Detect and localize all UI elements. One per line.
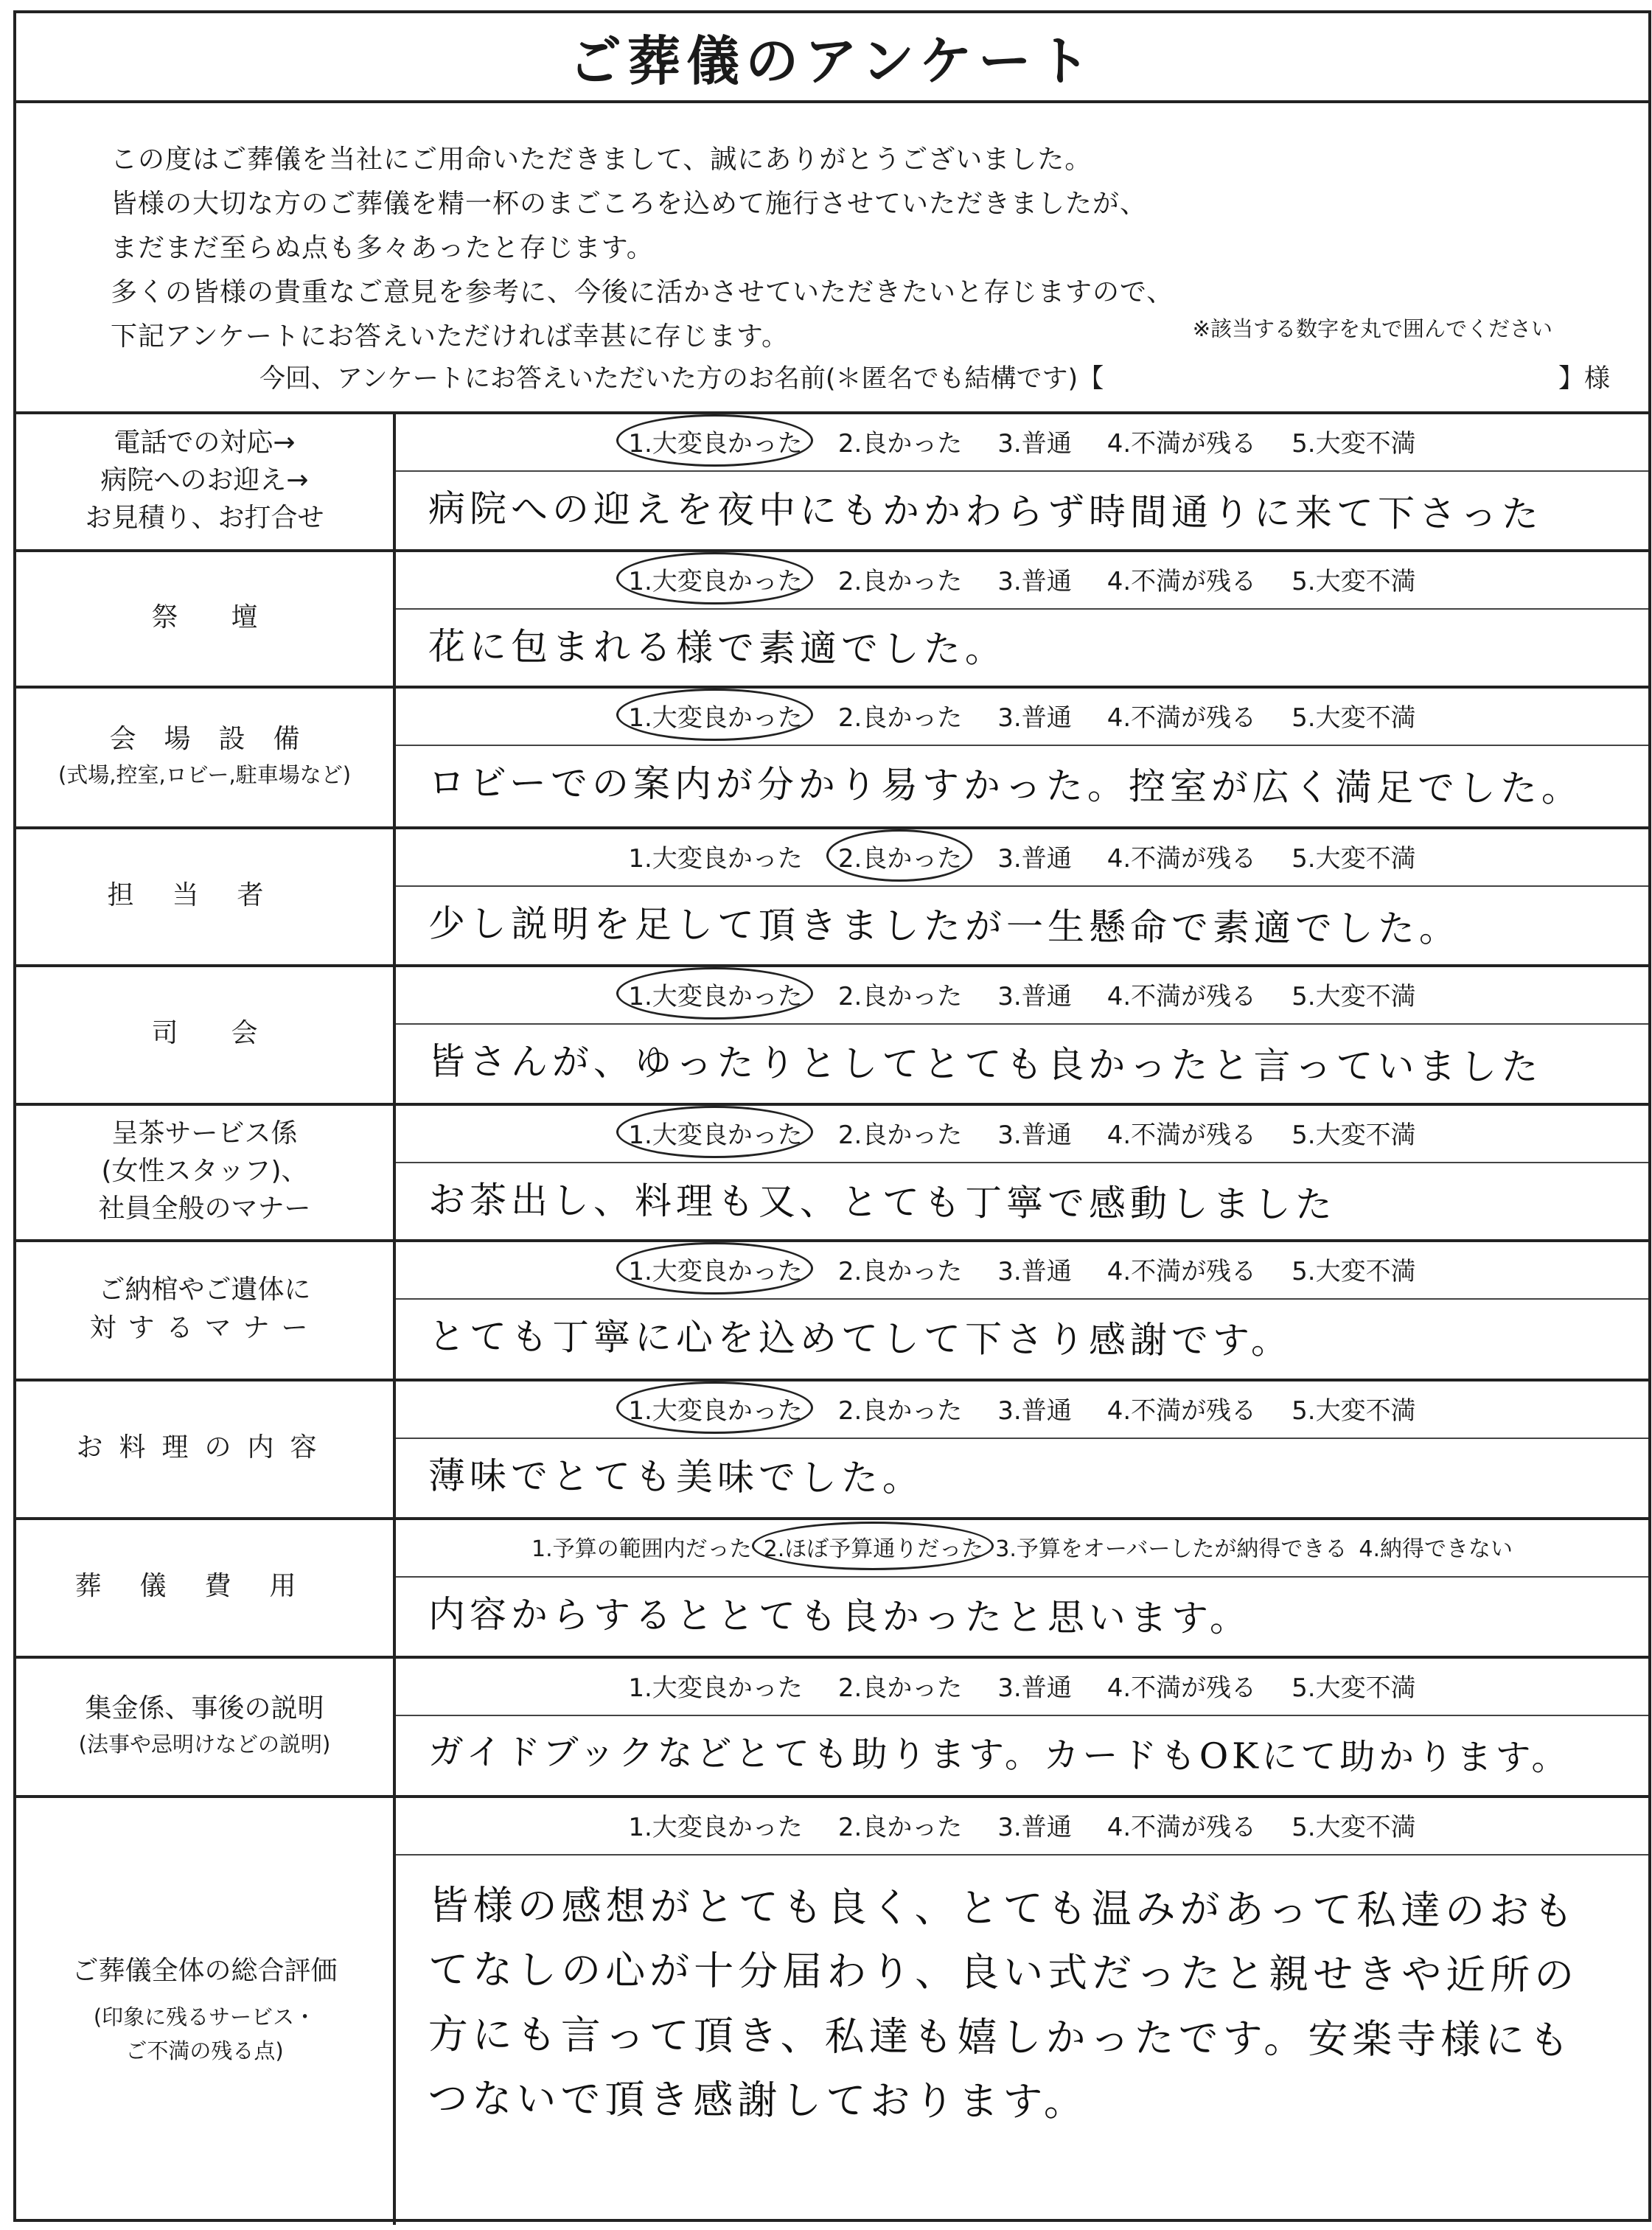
handwritten-comment: とても丁寧に心を込めてして下さり感謝です。 <box>428 1314 1293 1362</box>
question-label-text: ご納棺やご遺体に <box>98 1275 311 1306</box>
rating-option[interactable]: 5.大変不満 <box>1292 1256 1416 1286</box>
rating-option[interactable]: 4.不満が残る <box>1106 1396 1257 1426</box>
question-row <box>16 1239 1648 1381</box>
question-label <box>16 826 396 964</box>
rating-option[interactable]: 3.普通 <box>997 843 1072 874</box>
rating-options <box>396 411 1648 472</box>
rating-options <box>396 826 1648 887</box>
rating-option[interactable]: 2.良かった <box>837 1812 963 1842</box>
rating-option[interactable]: 4.不満が残る <box>1106 428 1257 459</box>
question-label-text: 呈茶サービス係 <box>111 1118 298 1149</box>
question-label-text: ご葬儀全体の総合評価 <box>72 1955 338 1986</box>
intro-line: 皆様の大切な方のご葬儀を精一杯のまごころを込めて施行させていただきましたが、 <box>111 189 1148 219</box>
answer-area <box>396 411 1648 549</box>
rating-option[interactable]: 1.予算の範囲内だった <box>532 1536 752 1562</box>
rating-options <box>396 1103 1648 1163</box>
handwritten-comment: 皆様の感想がとても良く、とても温みがあって私達のおもてなしの心が十分届わり、良い式だったと親せきや近所の方にも言って頂き、私達も嬉しかったです。安楽寺様にもつないで頂き感謝しております。 <box>428 1881 1579 2125</box>
intro-line: この度はご葬儀を当社にご用命いただきまして、誠にありがとうございました。 <box>111 144 1092 175</box>
rating-option[interactable]: 1.大変良かった <box>628 843 803 874</box>
question-row <box>16 1103 1648 1242</box>
answer-area <box>396 549 1648 686</box>
question-row <box>16 1656 1648 1798</box>
answer-area <box>396 686 1648 826</box>
intro-line: 下記アンケートにお答えいただければ幸甚に存じます。 <box>111 321 789 352</box>
rating-option[interactable]: 5.大変不満 <box>1292 843 1416 874</box>
question-label <box>16 1239 396 1379</box>
answer-area <box>396 1517 1648 1656</box>
question-label-text: 葬儀費用 <box>74 1571 335 1602</box>
rating-options <box>396 1239 1648 1300</box>
rating-option[interactable]: 3.普通 <box>997 1812 1072 1842</box>
cost-options <box>396 1517 1648 1578</box>
rating-option[interactable]: 2.良かった <box>838 838 962 874</box>
rating-option[interactable]: 2.良かった <box>837 981 963 1011</box>
answer-area <box>396 1103 1648 1239</box>
answer-area <box>396 1379 1648 1517</box>
answer-area <box>396 826 1648 964</box>
answer-area <box>396 964 1648 1103</box>
rating-option[interactable]: 5.大変不満 <box>1292 1673 1416 1703</box>
question-label-text: お料理の内容 <box>76 1432 333 1463</box>
rating-option[interactable]: 1.大変良かった <box>628 1390 802 1426</box>
rating-option[interactable]: 3.普通 <box>997 1396 1072 1426</box>
answer-area <box>396 1795 1648 2225</box>
question-row <box>16 964 1648 1106</box>
question-label-text: 社員全般のマナー <box>98 1194 311 1224</box>
rating-option[interactable]: 5.大変不満 <box>1292 428 1416 459</box>
question-label-text: 電話での対応→ <box>114 427 296 458</box>
rating-option[interactable]: 2.良かった <box>837 566 963 596</box>
handwritten-comment: 少し説明を足して頂きましたが一生懸命で素適でした。 <box>428 902 1461 951</box>
rating-option[interactable]: 5.大変不満 <box>1292 981 1416 1011</box>
rating-option[interactable]: 4.納得できない <box>1359 1536 1513 1562</box>
question-label <box>16 1379 396 1517</box>
question-row <box>16 686 1648 829</box>
rating-option[interactable]: 4.不満が残る <box>1106 1256 1257 1286</box>
rating-option[interactable]: 4.不満が残る <box>1106 703 1257 733</box>
rating-option[interactable]: 1.大変良かった <box>628 976 802 1012</box>
question-row <box>16 1379 1648 1520</box>
question-label-text: 会場設備 <box>109 723 328 754</box>
question-label-text: 対するマナー <box>89 1312 320 1343</box>
rating-option[interactable]: 4.不満が残る <box>1106 566 1257 596</box>
handwritten-comment: 薄味でとても美味でした。 <box>428 1454 924 1500</box>
question-label <box>16 549 396 686</box>
rating-option[interactable]: 1.大変良かった <box>628 561 802 597</box>
question-label-text: 祭 壇 <box>151 602 258 633</box>
rating-option[interactable]: 2.良かった <box>837 428 963 459</box>
question-label-text: 担当者 <box>107 879 302 910</box>
respondent-name-close: 】様 <box>1558 364 1610 394</box>
title-box <box>16 13 1648 103</box>
question-label <box>16 1103 396 1239</box>
rating-option[interactable]: 3.普通 <box>997 566 1072 596</box>
rating-option[interactable]: 5.大変不満 <box>1292 1396 1416 1426</box>
rating-option[interactable]: 2.良かった <box>837 1396 963 1426</box>
handwritten-comment: ガイドブックなどとても助ります。カードもOKにて助かります。 <box>428 1731 1571 1779</box>
handwritten-comment: ロビーでの案内が分かり易すかった。控室が広く満足でした。 <box>428 761 1583 810</box>
intro-line: まだまだ至らぬ点も多々あったと存じます。 <box>111 233 654 263</box>
question-label-text: 司 会 <box>151 1018 258 1049</box>
question-label-subtext: ご不満の残る点) <box>125 2038 284 2064</box>
handwritten-comment: お茶出し、料理も又、とても丁寧で感動しました <box>428 1178 1337 1227</box>
rating-option[interactable]: 2.良かった <box>837 1673 963 1703</box>
intro-section <box>16 100 1648 414</box>
question-row <box>16 411 1648 552</box>
question-label-subtext: (印象に残るサービス・ <box>93 2004 316 2029</box>
rating-option[interactable]: 4.不満が残る <box>1106 1673 1257 1703</box>
rating-option[interactable]: 4.不満が残る <box>1106 1812 1257 1842</box>
rating-option[interactable]: 3.普通 <box>997 981 1072 1011</box>
rating-option[interactable]: 3.普通 <box>997 1120 1072 1150</box>
rating-option[interactable]: 3.普通 <box>997 703 1072 733</box>
question-label-text: (女性スタッフ)、 <box>101 1155 308 1186</box>
answer-area <box>396 1239 1648 1379</box>
rating-option[interactable]: 2.良かった <box>837 1256 963 1286</box>
question-row <box>16 1795 1648 2225</box>
question-label <box>16 1656 396 1795</box>
rating-option[interactable]: 3.予算をオーバーしたが納得できる <box>995 1536 1348 1562</box>
question-row <box>16 826 1648 967</box>
rating-option[interactable]: 1.大変良かった <box>628 1251 802 1287</box>
circle-instruction-note: ※該当する数字を丸で囲んでください <box>1192 316 1552 341</box>
rating-option[interactable]: 2.ほぼ予算通りだった <box>764 1530 984 1563</box>
rating-option[interactable]: 2.良かった <box>837 1120 963 1150</box>
question-label <box>16 1517 396 1656</box>
survey-title: ご葬儀のアンケート <box>568 30 1096 92</box>
rating-options <box>396 1795 1648 1856</box>
rating-option[interactable]: 1.大変良かった <box>628 1812 803 1842</box>
rating-option[interactable]: 4.不満が残る <box>1106 981 1257 1011</box>
question-label <box>16 1795 396 2225</box>
rating-option[interactable]: 3.普通 <box>997 1256 1072 1286</box>
rating-options <box>396 1656 1648 1716</box>
question-label-text: 集金係、事後の説明 <box>85 1693 324 1724</box>
question-label-text: 病院へのお迎え→ <box>100 464 309 495</box>
handwritten-comment: 花に包まれる様で素適でした。 <box>428 624 1007 671</box>
rating-option[interactable]: 4.不満が残る <box>1106 1120 1257 1150</box>
rating-options <box>396 1379 1648 1439</box>
rating-options <box>396 686 1648 746</box>
rating-option[interactable]: 1.大変良かった <box>628 423 802 459</box>
question-row <box>16 549 1648 689</box>
handwritten-comment: 病院への迎えを夜中にもかかわらず時間通りに来て下さった <box>428 487 1544 536</box>
question-label-subtext: (式場,控室,ロビー,駐車場など) <box>57 762 352 787</box>
question-label <box>16 686 396 826</box>
rating-option[interactable]: 1.大変良かった <box>628 697 802 734</box>
rating-option[interactable]: 5.大変不満 <box>1292 1812 1416 1842</box>
rating-option[interactable]: 1.大変良かった <box>628 1673 803 1703</box>
survey-sheet <box>13 10 1651 2222</box>
handwritten-comment: 皆さんが、ゆったりとしてとても良かったと言っていました <box>428 1039 1543 1089</box>
rating-option[interactable]: 3.普通 <box>997 428 1072 459</box>
handwritten-comment: 内容からするととても良かったと思います。 <box>428 1592 1252 1640</box>
question-label-text: お見積り、お打合せ <box>85 503 324 534</box>
question-label <box>16 964 396 1103</box>
rating-option[interactable]: 5.大変不満 <box>1292 1120 1416 1150</box>
rating-option[interactable]: 5.大変不満 <box>1292 703 1416 733</box>
answer-area <box>396 1656 1648 1795</box>
question-row <box>16 1517 1648 1659</box>
question-label <box>16 411 396 549</box>
rating-option[interactable]: 3.普通 <box>997 1673 1072 1703</box>
rating-options <box>396 964 1648 1025</box>
rating-option[interactable]: 5.大変不満 <box>1292 566 1416 596</box>
respondent-name-prompt: 今回、アンケートにお答えいただいた方のお名前(＊匿名でも結構です)【 <box>259 364 1104 394</box>
rating-options <box>396 549 1648 610</box>
rating-option[interactable]: 1.大変良かった <box>628 1115 802 1151</box>
intro-line: 多くの皆様の貴重なご意見を参考に、今後に活かさせていただきたいと存じますので、 <box>111 277 1174 307</box>
rating-option[interactable]: 2.良かった <box>837 703 963 733</box>
question-label-subtext: (法事や忌明けなどの説明) <box>78 1731 331 1757</box>
rating-option[interactable]: 4.不満が残る <box>1106 843 1257 874</box>
